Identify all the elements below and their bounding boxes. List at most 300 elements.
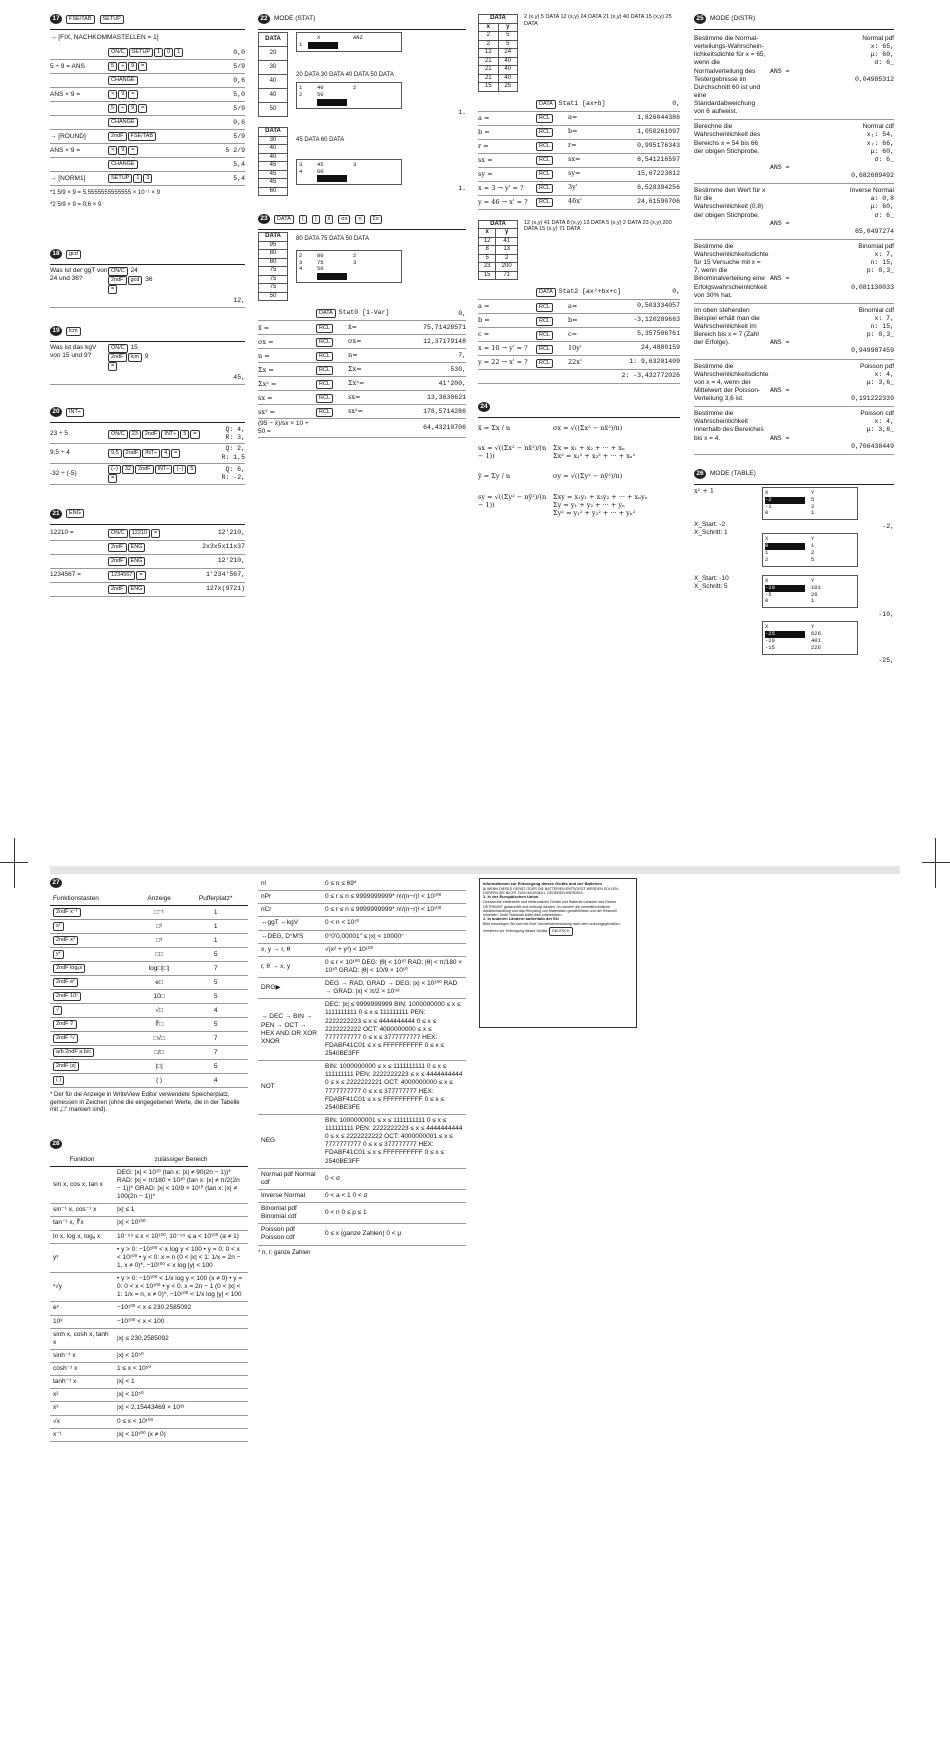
lcd-cell: 401 — [811, 637, 821, 644]
distribution-block — [694, 240, 894, 304]
key-sequence — [316, 351, 458, 361]
key-sequence — [536, 302, 637, 312]
row-label: n = — [258, 351, 270, 360]
parameter: x: 65, — [870, 43, 894, 51]
key-label: SETUP — [108, 174, 132, 183]
row-label: y = 46 → x' = ? — [478, 197, 528, 206]
2ndf-key: 2ndF — [108, 276, 127, 285]
function-name: Inverse Normal — [258, 1189, 322, 1202]
range: DEC: |x| ≤ 9999999999 BIN: 1000000000 ≤ x ≤ 1111111111 0 ≤ x ≤ 111111111 PEN: 2222222223 ≤ x ≤ 4444444444 0 ≤ x ≤ 2222222222 OCT: 4000000000 ≤ x ≤ 7777777777 0 ≤ x ≤ 3777777777 HEX: FDABF41C01 ≤ x ≤ FFFFFFFFFF 0 ≤ x ≤ 2540BE3FF — [322, 999, 466, 1061]
ans-label: ANS = — [770, 339, 790, 347]
distribution-name: Inverse Normal — [849, 187, 894, 195]
symbol: sx²= — [348, 406, 364, 415]
data-cell: 15 — [479, 83, 499, 92]
calc-row — [50, 172, 245, 186]
key-sequence — [108, 585, 206, 594]
remainder: R: -2, — [221, 473, 245, 481]
rcl-key: RCL — [536, 156, 553, 165]
column-1 — [50, 14, 245, 611]
key-label: CHANGE — [108, 118, 138, 127]
x-step: X_Schritt: 1 — [694, 529, 728, 536]
result: 41'200, — [438, 379, 466, 387]
column-header: zulässiger Bereich — [114, 1154, 248, 1167]
lcd-cell — [353, 266, 383, 273]
section-24-formulas — [478, 402, 680, 517]
calculation — [770, 243, 894, 300]
function-keys — [50, 948, 135, 962]
result: 5/9 — [233, 132, 245, 140]
key: σx — [338, 215, 350, 224]
lcd-cell: 2 — [299, 91, 303, 99]
table-row — [50, 1060, 248, 1074]
data-cell: 40 — [498, 74, 518, 83]
range: DEG: |x| < 10¹⁰ (tan x: |x| ≠ 90(2n − 1))* RAD: |x| < π/180 × 10¹⁰ (tan x: |x| ≠ π/2(2n − 1))* GRAD: |x| < 10/9 × 10¹⁰ (tan x: |x| ≠ 100(2n − 1))* — [114, 1166, 248, 1204]
table-row — [50, 1230, 248, 1243]
data-cell: 50 — [259, 292, 288, 301]
key: n — [355, 215, 364, 224]
key-label: 9 — [118, 90, 127, 99]
footnote: *2 5/9 × 9 = 0,6 × 9 — [50, 201, 102, 208]
data-cell: 12 — [479, 49, 499, 58]
rcl-key: RCL — [536, 142, 553, 151]
quotient: Q: 2, — [225, 445, 245, 453]
key-label: 2ndF x³ — [53, 936, 78, 945]
function-keys — [50, 1074, 135, 1088]
calculation — [770, 187, 894, 236]
function-keys — [50, 1046, 135, 1060]
lcd-cell: 2 — [811, 549, 815, 556]
problem-text: Im oben stehenden Beispiel erhält man die Wahrscheinlichkeit im Bereich bis x = 7 (Zahl der Erfolge). — [694, 306, 760, 347]
data-cell: 15 — [479, 271, 496, 280]
section-number: 20 — [50, 407, 62, 417]
lcd-screen — [296, 82, 402, 109]
table-row — [50, 962, 248, 976]
lcd-row — [299, 85, 399, 92]
section-title: MODE (TABLE) — [710, 469, 756, 477]
range: |x| < 1 — [114, 1376, 248, 1389]
data-label: DATA — [259, 128, 288, 137]
calc-row — [50, 130, 245, 144]
function-keys — [50, 990, 135, 1004]
function-keys — [50, 976, 135, 990]
column-header: Pufferplatz* — [183, 893, 248, 906]
column-header: Funktion — [50, 1154, 114, 1167]
data-cell: 30 — [259, 61, 288, 75]
parameter: n: 15, — [870, 259, 894, 267]
key-sequence — [108, 118, 233, 127]
range: 0 ≤ r < 10¹⁰⁰ DEG: |θ| < 10¹⁰ RAD: |θ| < π/180 × 10¹⁰ GRAD: |θ| < 10/9 × 10¹⁰ — [322, 956, 466, 977]
lcd-cell: 3 — [353, 160, 357, 168]
page-separator — [50, 866, 900, 874]
data-cell: 75 — [259, 267, 288, 276]
key-sequence — [536, 183, 637, 193]
data-cell: 200 — [496, 263, 518, 272]
key-label: ENG — [128, 557, 146, 566]
table-row — [50, 990, 248, 1004]
range: BIN: 1000000000 ≤ x ≤ 1111111111 0 ≤ x ≤ 111111111 PEN: 2222222223 ≤ x ≤ 4444444444 0 ≤ x ≤ 2222222221 OCT: 4000000000 ≤ x ≤ 7777777777 0 ≤ x ≤ 377777777 HEX: FDABF41C01 ≤ x ≤ FFFFFFFFFF 0 ≤ x ≤ 2540BE3FE — [322, 1061, 466, 1115]
table-row — [50, 1204, 248, 1217]
key-label: lcm — [66, 327, 81, 336]
function-name: NEG — [258, 1114, 322, 1168]
lcd-cell: 80 — [317, 251, 324, 259]
data-label: DATA — [259, 233, 288, 242]
cursor-cell — [317, 99, 347, 106]
result: 2x3x5x11x37 — [202, 543, 245, 551]
key-sequence — [536, 113, 637, 123]
lcd-cell: 3 — [299, 258, 303, 266]
result: 1,050261097 — [637, 127, 680, 135]
buffer: 5 — [183, 1060, 248, 1074]
function-keys — [50, 1004, 135, 1018]
function-name: √x — [50, 1415, 114, 1428]
answer: 0,682689492 — [851, 172, 894, 179]
data-cell: 40 — [259, 75, 288, 89]
key-label: 5 — [108, 62, 117, 71]
data-cell: 2 — [479, 32, 499, 41]
disposal-paragraph: Gebrauchte elektrische und elektronische Geräte und Batterien müssen laut Gesetz GETRENNT gesammelt und entsorgt werden. So werden die umweltfreundliche Abfallbehandlung und das Recycling von Materialien gewährleistet und der Restmüll minimiert. Jeder Haushalt sollte dies unterstützen. — [483, 900, 617, 918]
bottom-column-1 — [50, 878, 248, 1456]
key: ( — [299, 215, 307, 224]
value: 15 — [130, 344, 138, 352]
key-label: ENG — [66, 509, 84, 518]
data-cell: 2 — [479, 40, 499, 49]
cursor-cell — [317, 273, 347, 280]
question: Was ist das kgV von 15 und 9? — [50, 344, 97, 360]
data-cell: 21 — [479, 74, 499, 83]
display: log□(□) — [135, 962, 183, 976]
display: ∛□ — [135, 1018, 183, 1032]
result: 6,528394256 — [637, 183, 680, 191]
data-label: DATA — [479, 15, 518, 24]
lcd-cell: -2 — [765, 497, 805, 504]
key-sequence — [108, 146, 225, 155]
key-label: = — [190, 430, 199, 439]
key-sequence — [316, 323, 423, 333]
function-name: Binomial pdf Binomial cdf — [258, 1203, 322, 1224]
lcd-cell: -5 — [765, 590, 772, 598]
row-label: → [NORM1] — [50, 174, 86, 182]
table-row — [258, 1061, 466, 1115]
function-name: sin x, cos x, tan x — [50, 1166, 114, 1204]
data-cell: 21 — [479, 57, 499, 66]
stat-line: Stat0 [1-Var] — [338, 309, 390, 317]
key-label: 9,5 — [108, 449, 122, 458]
lcd-cell: 5 — [811, 555, 815, 563]
key-label: = — [136, 571, 145, 580]
key-label: gcd — [66, 250, 81, 259]
crop-mark — [922, 862, 950, 863]
key-label: yˣ — [53, 950, 64, 959]
range: |x| ≤ 230,2585092 — [114, 1328, 248, 1349]
buffer: 4 — [183, 1004, 248, 1018]
data-key: DATA — [274, 215, 294, 224]
table-row — [50, 1273, 248, 1302]
key-sequence — [536, 197, 637, 207]
function-name: → DEC → BIN → PEN → OCT → HEX AND OR XOR XNOR — [258, 999, 322, 1061]
stat-row — [258, 391, 466, 405]
lcd-header: Y — [811, 623, 815, 631]
disposal-warning: WENN DIESES GERÄT ODER DIE BATTERIEN ENTSORGT WERDEN SOLLEN, DÜRFEN SIE NICHT ZUM HAUSMÜLL GEGEBEN WERDEN! — [483, 886, 619, 896]
key-label: (−) — [108, 465, 121, 474]
key-label: 23 — [129, 430, 141, 439]
lcd-cell: 75 — [317, 258, 324, 266]
lcd-header: X — [765, 488, 769, 496]
range: 0 ≤ x < 10¹⁰⁰ — [114, 1415, 248, 1428]
table-row — [50, 1402, 248, 1415]
key-label: = — [108, 474, 117, 483]
data-cell: 45 — [259, 170, 288, 179]
result: 24,4880159 — [640, 344, 680, 352]
column-header: Funktionstasten — [50, 893, 135, 906]
lcd-cell: 4 — [299, 167, 303, 175]
key-label: × — [108, 146, 117, 155]
calculation — [770, 363, 894, 404]
lcd-header: Y — [811, 576, 815, 584]
lcd-cell: 40 — [317, 84, 324, 92]
table-row — [50, 934, 248, 948]
column-header: y — [498, 23, 518, 32]
data-cell: 71 — [496, 271, 518, 280]
section-18 — [50, 249, 245, 308]
problem-text: Bestimme die Wahrscheinlichkeitsdichte für 15 Versuche mit x = 7, wenn die Binominalverteilung eine Erfolgswahrscheinlichkeit von 30% hat. — [694, 242, 769, 299]
section-22 — [258, 14, 466, 196]
footnote: * n, r: ganze Zahlen — [258, 1249, 311, 1256]
lcd-cell: 26 — [811, 590, 818, 598]
lcd-cell: 1 — [299, 84, 303, 92]
calc-row — [50, 88, 245, 102]
key-sequence — [108, 62, 233, 71]
key-label: 2ndF logₐx — [53, 964, 85, 973]
result: 7, — [458, 351, 466, 359]
data-cell: 12 — [479, 237, 496, 246]
key-label: 1234567 — [108, 571, 135, 580]
lcd-cell: 2 — [353, 251, 357, 259]
calculation — [770, 35, 894, 116]
key-sequence — [316, 337, 423, 347]
lcd-header — [765, 624, 855, 631]
row-label: sx = — [258, 393, 273, 402]
data-key: DATA — [536, 288, 556, 297]
table-row — [258, 1114, 466, 1168]
key-label: CHANGE — [108, 160, 138, 169]
ans-label: ANS = — [770, 386, 790, 394]
key-label: 5 — [180, 430, 189, 439]
result: 5 2/9 — [225, 146, 245, 154]
symbol: 46x' — [568, 197, 582, 205]
section-title: MODE (STAT) — [274, 14, 316, 22]
buffer-table — [50, 893, 248, 1088]
problem-text: Berechne die Wahrscheinlichkeit des Bereichs x = 54 bis 66 der obigen Stichprobe. — [694, 123, 761, 155]
key-sequence — [108, 104, 233, 113]
rcl-key: RCL — [536, 345, 553, 354]
key-label: 12210 — [129, 529, 150, 538]
key-label: INT÷ — [142, 449, 160, 458]
buffer: 1 — [183, 920, 248, 934]
symbol: Σx²= — [348, 378, 365, 387]
row-label: 9,5 ÷ 4 — [50, 449, 70, 457]
intro-text: → [FIX, NACHKOMMASTELLEN = 1] — [50, 34, 159, 41]
symbol: x̄= — [348, 322, 358, 331]
display: √□ — [135, 1004, 183, 1018]
lcd-header: X — [765, 623, 769, 631]
stat-row — [258, 321, 466, 335]
row-label: b = — [478, 127, 490, 136]
key-sequence — [108, 557, 218, 566]
column-header: x — [479, 229, 496, 238]
function-name: x² — [50, 1389, 114, 1402]
column-header: Anzeige — [135, 893, 183, 906]
key-sequence — [108, 160, 233, 169]
lcd-result: 1. — [458, 185, 466, 193]
data-label: DATA — [259, 33, 288, 47]
function-name: ln x, log x, logₐ x — [50, 1230, 114, 1243]
display: □□ — [135, 948, 183, 962]
lcd-row — [765, 557, 855, 564]
display: e□ — [135, 976, 183, 990]
row-label: ANS × 9 = — [50, 146, 80, 154]
lcd-row — [299, 260, 399, 267]
table-row — [50, 1217, 248, 1230]
calc-row — [50, 425, 245, 444]
calc-row — [50, 102, 245, 116]
calc-row — [50, 60, 245, 74]
lcd-header: Y — [811, 535, 815, 543]
column-4 — [694, 14, 894, 682]
x-step: X_Schritt: 5 — [694, 582, 728, 590]
section-number: 23 — [258, 214, 270, 224]
disposal-paragraph: Bitte erkundigen Sie sich bei Ihrer Gemeindeverwaltung nach dem ordnungsgemäßen Verfahren zur Entsorgung dieses Geräts. — [483, 922, 620, 933]
lcd-row — [765, 645, 855, 652]
ans-label: ANS = — [770, 275, 790, 283]
result: 15,67223812 — [637, 169, 680, 177]
section-number: 25 — [694, 14, 706, 24]
result: 0,6 — [233, 118, 245, 126]
lcd-cell: 1 — [811, 509, 815, 517]
key-label: √ — [53, 1006, 62, 1015]
key-label: a/b 2ndF a b/c — [53, 1048, 94, 1057]
key-sequence — [108, 465, 205, 483]
key-label: x² — [53, 922, 64, 931]
key-sequence — [316, 393, 427, 403]
symbol: c= — [568, 329, 578, 338]
result: -25, — [878, 657, 894, 665]
function-name: ↔ggT ↔kgV — [258, 917, 322, 930]
buffer: 1 — [183, 906, 248, 920]
answer: 0,04985312 — [854, 75, 894, 83]
result: 45, — [233, 373, 245, 381]
buffer: 7 — [183, 1046, 248, 1060]
key-sequence — [536, 344, 641, 354]
key-label: = — [138, 104, 147, 113]
section-20 — [50, 407, 245, 485]
symbol: a= — [568, 301, 578, 310]
function-keys — [50, 962, 135, 976]
row-label: x = 10 → y' = ? — [478, 344, 528, 353]
section-number: 27 — [50, 878, 62, 888]
rcl-key: RCL — [536, 317, 553, 326]
parameter: μ: 60, — [870, 203, 894, 211]
rcl-key: RCL — [316, 408, 333, 417]
result: 75,71428571 — [423, 323, 466, 331]
function-name: eˣ — [50, 1302, 114, 1315]
result: 0,6 — [233, 76, 245, 84]
key-sequence — [108, 430, 205, 439]
key-label: 9 — [128, 104, 137, 113]
distribution-name: Binomial pdf — [858, 242, 894, 250]
section-number: 26 — [694, 469, 706, 479]
range: • y > 0: −10¹⁰⁰ < 1/x log y < 100 (x ≠ 0) • y = 0: 0 < x < 10¹⁰⁰ • y < 0: x = 2n − 1 (0 < |x| < 1: 1/x = n, x ≠ 0)*, −10¹⁰⁰ < 1/x log |y| < 100 — [114, 1273, 248, 1302]
buffer: 7 — [183, 962, 248, 976]
key-sequence — [316, 365, 450, 375]
bottom-column-2 — [258, 878, 466, 1257]
section-number: 18 — [50, 249, 62, 259]
symbol: 22x' — [568, 357, 582, 366]
distribution-name: Normal cdf — [862, 123, 894, 131]
key-sequence — [108, 132, 233, 141]
result: 0,0 — [233, 48, 245, 56]
range: • y > 0: −10¹⁰⁰ < x log y < 100 • y = 0: 0 < x < 10¹⁰⁰ • y < 0: x = n (0 < |x| < 1: 1/x = 2n − 1, x ≠ 0)*, −10¹⁰⁰ < x log |y| < 100 — [114, 1243, 248, 1272]
lcd-cell: 3 — [299, 160, 303, 168]
row-label: x = 3 → y' = ? — [478, 183, 524, 192]
key-label: 2ndF ˣ√ — [53, 1034, 78, 1043]
data-cell: 45 — [259, 162, 288, 171]
table-row — [50, 1074, 248, 1088]
rcl-key: RCL — [316, 324, 333, 333]
key-label: 2ndF — [108, 132, 127, 141]
section-24 — [478, 14, 680, 384]
disposal-heading: 1. In der Europäischen Union — [483, 894, 539, 900]
distribution-block — [694, 360, 894, 408]
result: 12, — [233, 296, 245, 304]
data-cell: 25 — [498, 83, 518, 92]
lcd-header — [765, 536, 855, 543]
table-row — [50, 1349, 248, 1362]
parameter: a: 0,8 — [870, 195, 894, 203]
function-name: Poisson pdf Poisson cdf — [258, 1224, 322, 1245]
data-cell: 75 — [259, 275, 288, 284]
key-label: 2ndF |x| — [53, 1062, 79, 1071]
range: 0°0'0,00001" ≤ |x| < 10000° — [322, 930, 466, 943]
table-row — [50, 1389, 248, 1402]
section-25 — [694, 14, 894, 455]
key-label: 2ndF x⁻¹ — [53, 908, 81, 917]
rcl-key: RCL — [536, 114, 553, 123]
result: 5,4 — [233, 160, 245, 168]
function-name: DRG▶ — [258, 978, 322, 999]
calc-row — [50, 116, 245, 130]
x-start: X_Start: -2 — [694, 520, 726, 528]
lcd-cell — [299, 273, 311, 280]
row-label: 12210 = — [50, 529, 74, 537]
row-label: 1234567 = — [50, 571, 81, 579]
section-title: MODE (DISTR) — [710, 14, 756, 22]
parameter: p: 0,3_ — [866, 267, 894, 275]
key-sequence — [536, 127, 637, 137]
lcd-screen — [296, 159, 402, 186]
table-row — [258, 956, 466, 977]
lcd-cell: 0 — [765, 543, 805, 550]
ans-label: ANS = — [770, 434, 790, 442]
lcd-row — [765, 585, 855, 592]
function-name: Normal pdf Normal cdf — [258, 1168, 322, 1189]
stat-row — [478, 112, 680, 126]
key-label: 2ndF — [123, 449, 142, 458]
lcd-cell: 0 — [765, 597, 769, 605]
lcd-row — [299, 169, 399, 176]
lcd-header: X — [765, 576, 769, 584]
row-label: ANS × 9 = — [50, 90, 80, 98]
function-keys — [50, 920, 135, 934]
